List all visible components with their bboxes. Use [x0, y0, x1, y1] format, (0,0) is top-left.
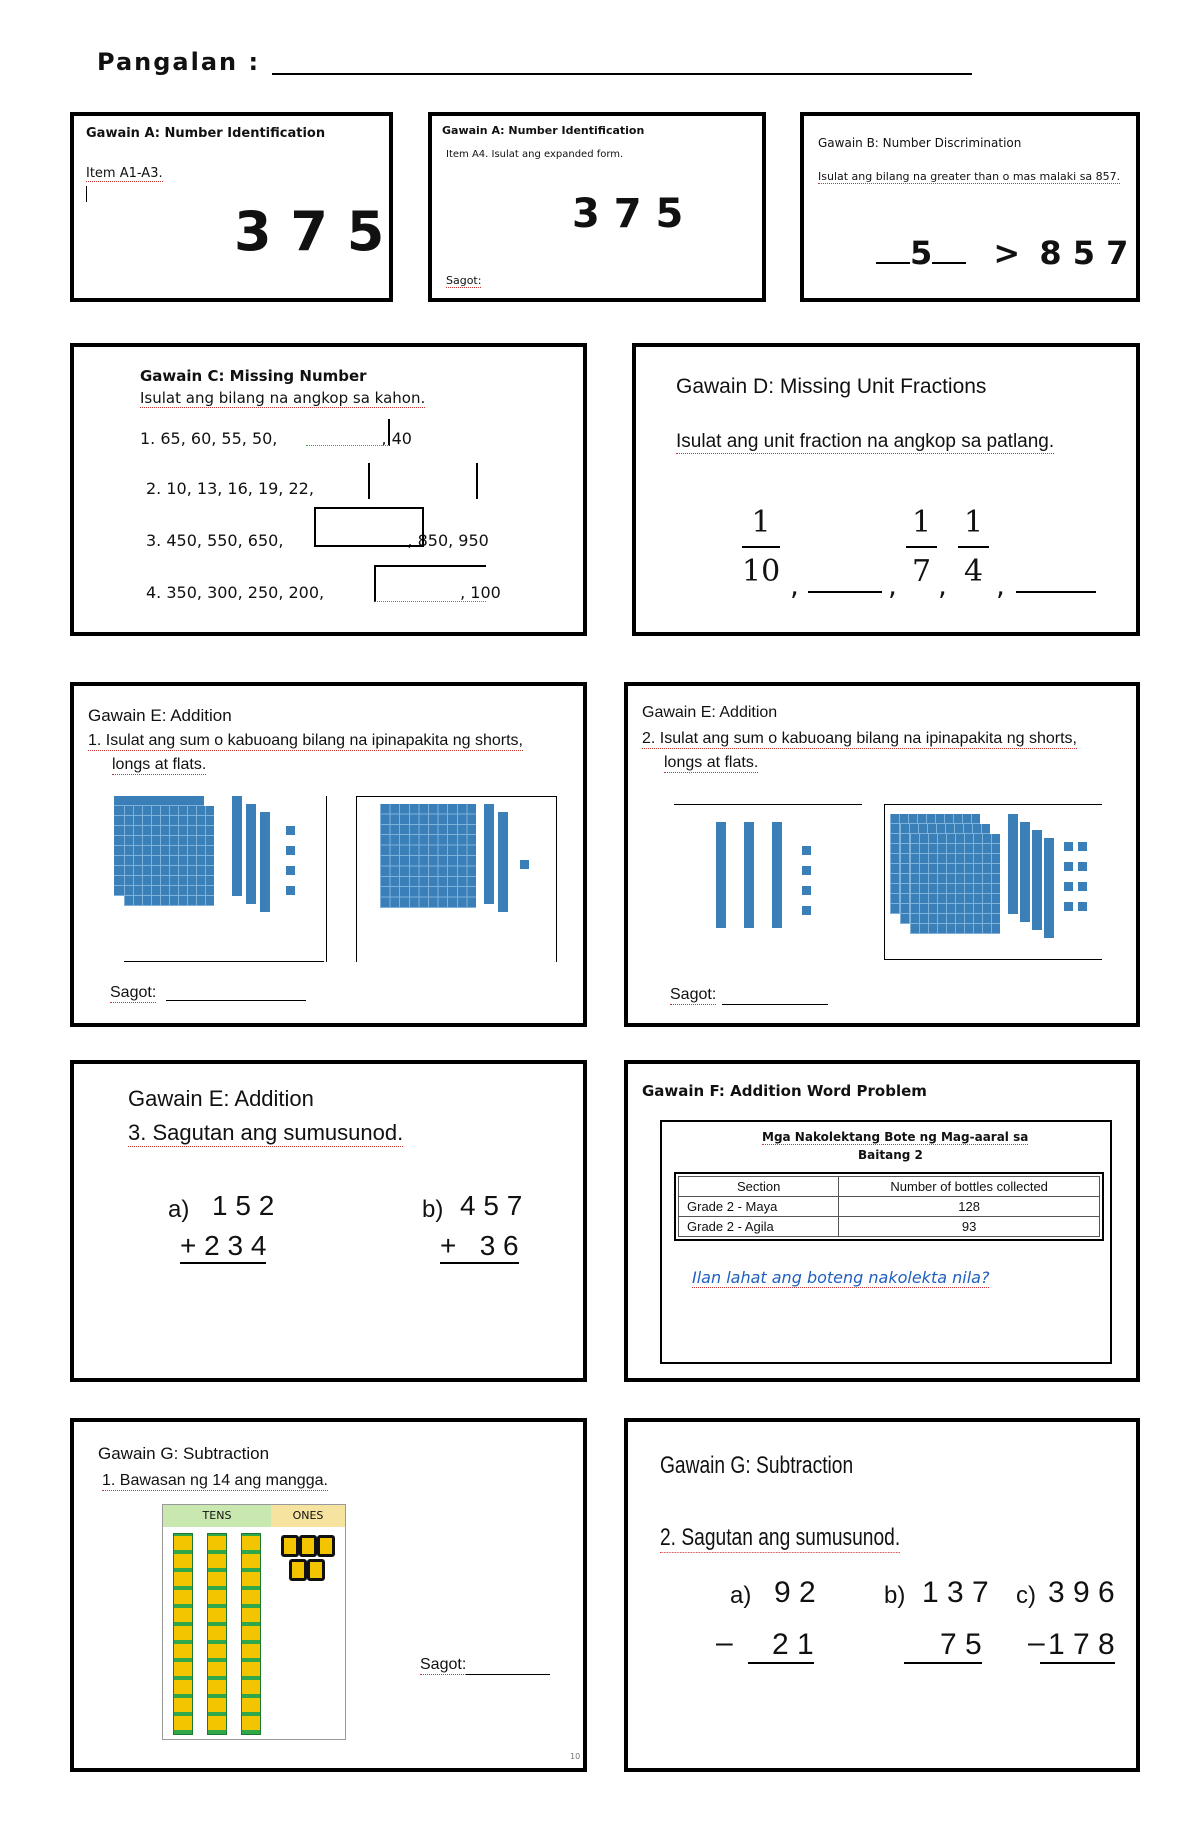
answer-blank[interactable] — [932, 262, 966, 264]
g2-b-top: 1 3 7 — [922, 1576, 989, 1609]
gawain-b-instruction: Isulat ang bilang na greater than o mas malaki sa 857. — [818, 170, 1121, 183]
fraction-numerator: 1 — [906, 505, 937, 548]
fraction-comma: , — [790, 569, 799, 602]
table-title: Mga Nakolektang Bote ng Mag-aaral sa — [762, 1130, 1029, 1144]
unit-cube — [286, 846, 295, 855]
unit-cube — [1078, 902, 1087, 911]
c-item-3 — [146, 531, 489, 550]
word-problem-panel — [660, 1120, 1112, 1364]
unit-cube — [802, 886, 811, 895]
gawain-e2-instruction: 2. Isulat ang sum o kabuoang bilang na ipinapakita ng shorts, — [642, 730, 1077, 747]
gawain-a1-card — [70, 112, 393, 302]
e3-b-top: 4 5 7 — [460, 1190, 523, 1221]
answer-box[interactable] — [306, 419, 390, 446]
gawain-g1-instruction: 1. Bawasan ng 14 ang mangga. — [102, 1472, 328, 1489]
g2-b-label: b) — [884, 1582, 906, 1609]
divider-line — [124, 961, 324, 962]
g2-a-label: a) — [730, 1582, 752, 1609]
long-block — [1008, 814, 1018, 914]
gawain-c-instruction: Isulat ang bilang na angkop sa kahon. — [140, 389, 426, 407]
name-label: Pangalan : — [97, 48, 261, 76]
gawain-g2-title: Gawain G: Subtraction — [660, 1452, 854, 1479]
divider-line — [674, 804, 862, 805]
flat-block — [910, 834, 1000, 934]
gawain-a1-number: 3 7 5 — [234, 200, 385, 263]
unit-cube — [286, 866, 295, 875]
c-item-prefix: 4. 350, 300, 250, 200, — [146, 583, 325, 602]
place-value-chart — [162, 1504, 346, 1740]
gawain-b-expression — [876, 234, 1128, 272]
word-problem-question: Ilan lahat ang boteng nakolekta nila? — [692, 1268, 990, 1287]
expr-left-digit: 5 — [910, 234, 933, 272]
g2-c-label: c) — [1016, 1582, 1036, 1609]
c-item-prefix: 2. 10, 13, 16, 19, 22, — [146, 479, 314, 498]
gawain-c-card — [70, 343, 587, 636]
answer-box[interactable] — [314, 507, 424, 547]
divider-line — [326, 796, 327, 962]
divider-line — [884, 804, 1102, 805]
answer-blank[interactable] — [876, 262, 910, 264]
mango-ten-column — [173, 1533, 193, 1735]
unit-cube — [1078, 842, 1087, 851]
fraction-comma: , — [888, 569, 897, 602]
unit-cube — [802, 866, 811, 875]
gawain-e2-answer-label: Sagot: — [670, 986, 717, 1003]
unit-cube — [802, 906, 811, 915]
g2-b-bottom: 7 5 — [904, 1628, 982, 1664]
expr-operator: > — [993, 234, 1021, 272]
gawain-g1-card — [70, 1418, 587, 1772]
c-item-suffix: , 100 — [460, 583, 501, 602]
fraction-1-4 — [958, 505, 989, 589]
gawain-e3-title: Gawain E: Addition — [128, 1086, 314, 1111]
mango-one — [307, 1559, 325, 1581]
gawain-d-title: Gawain D: Missing Unit Fractions — [676, 375, 987, 398]
mango-one — [289, 1559, 307, 1581]
gawain-a4-title: Gawain A: Number Identification — [442, 124, 645, 137]
long-block — [498, 812, 508, 912]
mango-one — [281, 1535, 299, 1557]
long-block — [1044, 838, 1054, 938]
gawain-e1-answer-label: Sagot: — [110, 984, 157, 1001]
gawain-g2-instruction: 2. Sagutan ang sumusunod. — [660, 1524, 901, 1551]
gawain-e1-title: Gawain E: Addition — [88, 706, 232, 725]
unit-cube — [1064, 842, 1073, 851]
gawain-e2-instruction-2: longs at flats. — [664, 754, 759, 771]
long-block — [716, 822, 726, 928]
gawain-f-title: Gawain F: Addition Word Problem — [642, 1082, 927, 1100]
c-item-prefix: 3. 450, 550, 650, — [146, 531, 284, 550]
e3-a-bottom: + 2 3 4 — [180, 1230, 266, 1264]
bottles-table-frame — [674, 1172, 1104, 1241]
answer-box[interactable] — [368, 463, 478, 499]
g2-c-op: – — [1028, 1626, 1045, 1659]
table-cell: Grade 2 - Agila — [679, 1217, 839, 1237]
base-ten-blocks-set-1 — [114, 796, 314, 906]
tens-label: TENS — [202, 1509, 232, 1522]
fraction-numerator: 1 — [958, 505, 989, 548]
expr-right-number: 8 5 7 — [1039, 234, 1129, 272]
gawain-b-card — [800, 112, 1140, 302]
divider-line — [356, 796, 357, 962]
g2-c-bottom: 1 7 8 — [1040, 1628, 1115, 1664]
table-cell: 128 — [839, 1197, 1100, 1217]
fraction-blank-1[interactable] — [808, 591, 882, 593]
fraction-blank-2[interactable] — [1016, 591, 1096, 593]
long-block — [484, 804, 494, 904]
unit-cube — [520, 860, 529, 869]
ones-header — [271, 1505, 345, 1527]
gawain-c-title: Gawain C: Missing Number — [140, 367, 367, 385]
g2-a-bottom: 2 1 — [748, 1628, 814, 1664]
gawain-e3-card — [70, 1060, 587, 1382]
answer-box[interactable] — [374, 565, 486, 602]
text-cursor — [86, 186, 87, 202]
fraction-1-10 — [742, 505, 780, 589]
c-item-2 — [146, 479, 314, 498]
c-item-suffix: , 40 — [381, 429, 412, 448]
mango-one — [317, 1535, 335, 1557]
mango-one — [299, 1535, 317, 1557]
divider-line — [556, 796, 557, 962]
fraction-denominator: 7 — [912, 554, 932, 589]
e3-b-label: b) — [422, 1196, 444, 1223]
gawain-a1-title: Gawain A: Number Identification — [86, 126, 326, 141]
gawain-a4-number: 3 7 5 — [572, 191, 684, 237]
gawain-e1-instruction: 1. Isulat ang sum o kabuoang bilang na ipinapakita ng shorts, — [88, 732, 523, 749]
unit-cube — [1078, 882, 1087, 891]
table-cell: 93 — [839, 1217, 1100, 1237]
table-cell: Grade 2 - Maya — [679, 1197, 839, 1217]
answer-line[interactable] — [466, 1674, 550, 1675]
long-block — [246, 804, 256, 904]
table-header-cell: Number of bottles collected — [839, 1177, 1100, 1197]
fraction-denominator: 10 — [742, 554, 781, 589]
fraction-comma: , — [938, 569, 947, 602]
long-block — [1032, 830, 1042, 930]
divider-line — [356, 796, 556, 797]
unit-cube — [1064, 862, 1073, 871]
table-header-cell: Section — [679, 1177, 839, 1197]
gawain-a1-item: Item A1-A3. — [86, 166, 163, 181]
mango-ten-column — [207, 1533, 227, 1735]
e3-a-label: a) — [168, 1196, 190, 1223]
fraction-1-7 — [906, 505, 937, 589]
gawain-e2-card — [624, 682, 1140, 1027]
unit-cube — [1078, 862, 1087, 871]
table-title-2: Baitang 2 — [858, 1148, 923, 1162]
gawain-d-instruction: Isulat ang unit fraction na angkop sa patlang. — [676, 431, 1055, 452]
gawain-g2-card — [624, 1418, 1140, 1772]
gawain-d-card — [632, 343, 1140, 636]
gawain-e1-card — [70, 682, 587, 1027]
unit-cube — [1064, 882, 1073, 891]
c-item-1 — [140, 429, 412, 448]
unit-cube — [286, 826, 295, 835]
fraction-comma: , — [996, 569, 1005, 602]
long-block — [744, 822, 754, 928]
gawain-a4-answer-label: Sagot: — [446, 274, 482, 287]
table-header-row — [679, 1177, 1100, 1197]
table-row — [679, 1197, 1100, 1217]
e3-b-bottom: + 3 6 — [440, 1230, 519, 1264]
gawain-e2-title: Gawain E: Addition — [642, 704, 778, 721]
unit-cube — [802, 846, 811, 855]
fraction-numerator: 1 — [742, 505, 780, 548]
flat-block — [380, 804, 476, 908]
long-block — [772, 822, 782, 928]
divider-line — [884, 959, 1102, 960]
c-item-suffix: , 850, 950 — [407, 531, 489, 550]
long-block — [260, 812, 270, 912]
name-line[interactable] — [272, 73, 972, 75]
gawain-e3-instruction: 3. Sagutan ang sumusunod. — [128, 1120, 404, 1145]
gawain-f-card — [624, 1060, 1140, 1382]
tens-header — [163, 1505, 271, 1527]
unit-cube — [1064, 902, 1073, 911]
gawain-a4-item: Item A4. Isulat ang expanded form. — [446, 149, 624, 160]
gawain-b-title: Gawain B: Number Discrimination — [818, 136, 1022, 150]
gawain-g1-title: Gawain G: Subtraction — [98, 1444, 270, 1463]
bottles-table — [678, 1176, 1100, 1237]
page-number: 10 — [570, 1752, 581, 1761]
base-ten-blocks-set-2 — [380, 804, 540, 914]
table-row — [679, 1217, 1100, 1237]
unit-cube — [286, 886, 295, 895]
flat-block — [124, 806, 214, 906]
divider-line — [884, 804, 885, 960]
e3-a-top: 1 5 2 — [212, 1190, 275, 1221]
answer-line[interactable] — [722, 1004, 828, 1005]
g2-a-op: – — [716, 1626, 733, 1659]
c-item-4 — [146, 583, 501, 602]
gawain-g1-answer-label: Sagot: — [420, 1656, 467, 1673]
answer-line[interactable] — [166, 1000, 306, 1001]
long-block — [1020, 822, 1030, 922]
gawain-e1-instruction-2: longs at flats. — [112, 756, 207, 773]
gawain-a4-card — [428, 112, 766, 302]
g2-a-top: 9 2 — [774, 1576, 816, 1609]
c-item-prefix: 1. 65, 60, 55, 50, — [140, 429, 278, 448]
mango-ten-column — [241, 1533, 261, 1735]
g2-c-top: 3 9 6 — [1048, 1576, 1115, 1609]
long-block — [232, 796, 242, 896]
ones-label: ONES — [292, 1509, 324, 1522]
fraction-denominator: 4 — [964, 554, 984, 589]
